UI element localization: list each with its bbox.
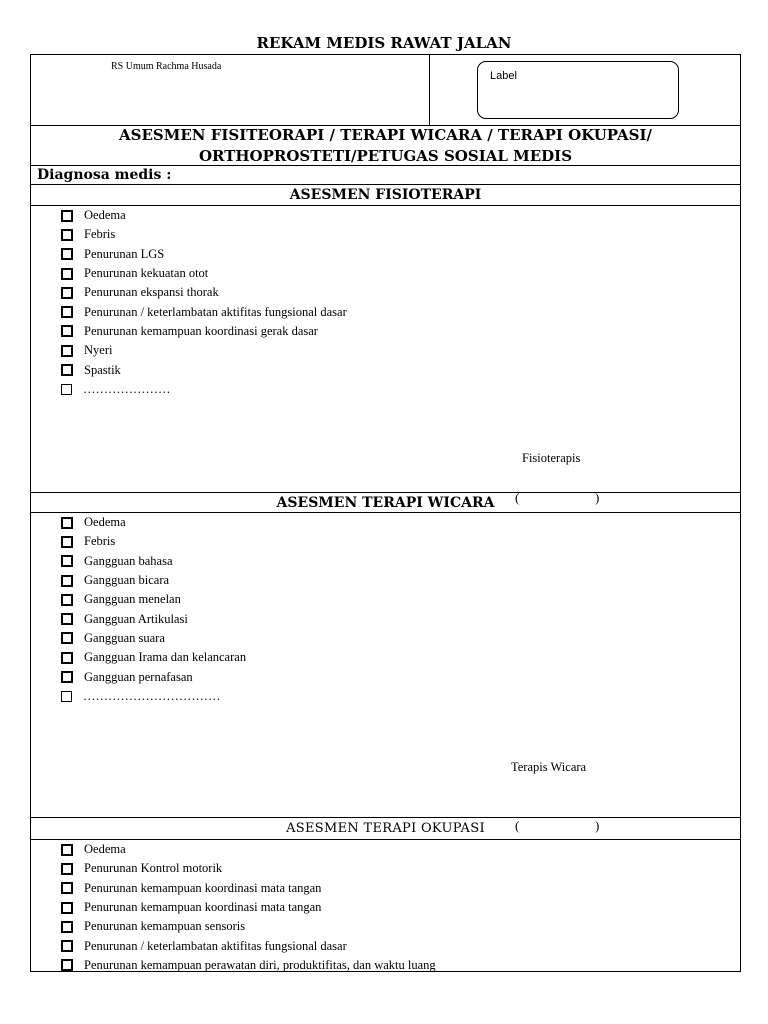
- signature-paren-open: (: [515, 818, 520, 833]
- checkbox[interactable]: [61, 287, 73, 299]
- checklist-item[interactable]: [61, 380, 347, 399]
- checklist-item-label: Penurunan kekuatan otot: [84, 266, 209, 281]
- checklist-item[interactable]: [61, 687, 246, 706]
- checklist-item[interactable]: [61, 225, 347, 244]
- checklist-item[interactable]: [61, 936, 436, 955]
- checklist-item-label: Penurunan ekspansi thorak: [84, 285, 219, 300]
- checklist-item[interactable]: [61, 322, 347, 341]
- checklist-item[interactable]: [61, 341, 347, 360]
- checkbox[interactable]: [61, 536, 73, 548]
- checkbox[interactable]: [61, 384, 72, 395]
- checkbox[interactable]: [61, 229, 73, 241]
- checklist-item[interactable]: [61, 552, 246, 571]
- header-divider: [429, 55, 430, 125]
- checklist-item[interactable]: [61, 879, 436, 898]
- hospital-name: RS Umum Rachma Husada: [111, 61, 222, 72]
- checklist-item-label: Gangguan Irama dan kelancaran: [84, 650, 247, 665]
- checklist-item-label: Penurunan kemampuan perawatan diri, produktifitas, dan waktu luang: [84, 957, 436, 972]
- checklist-item[interactable]: [61, 609, 246, 628]
- checklist-item[interactable]: [61, 917, 436, 936]
- signature-paren-open: (: [515, 490, 520, 505]
- section-fisioterapi-title: ASESMEN FISIOTERAPI: [31, 185, 740, 206]
- signature-paren-close: ): [595, 818, 600, 833]
- checkbox[interactable]: [61, 517, 73, 529]
- diagnosa-medis-label: Diagnosa medis :: [37, 167, 172, 183]
- checkbox[interactable]: [61, 921, 73, 933]
- checklist-item-label: Penurunan / keterlambatan aktifitas fungsional dasar: [84, 304, 347, 319]
- checklist-item[interactable]: [61, 667, 246, 686]
- checklist-item[interactable]: [61, 206, 347, 225]
- checkbox[interactable]: [61, 691, 72, 702]
- checkbox[interactable]: [61, 306, 73, 318]
- main-title-line1: ASESMEN FISITEORAPI / TERAPI WICARA / TERAPI OKUPASI/: [119, 126, 652, 144]
- checkbox[interactable]: [61, 325, 73, 337]
- document-title: REKAM MEDIS RAWAT JALAN: [256, 34, 512, 52]
- fisioterapi-checklist: [61, 206, 347, 399]
- medical-record-form: [30, 54, 741, 972]
- checklist-item[interactable]: [61, 302, 347, 321]
- checklist-item[interactable]: [61, 956, 436, 975]
- checklist-item-label: Gangguan suara: [84, 630, 165, 645]
- checklist-item[interactable]: [61, 898, 436, 917]
- checklist-item[interactable]: [61, 648, 246, 667]
- checklist-item-label: Penurunan kemampuan koordinasi mata tangan: [84, 880, 322, 895]
- checklist-item-label: Penurunan kemampuan sensoris: [84, 919, 246, 934]
- checklist-item-label: Penurunan kemampuan koordinasi mata tangan: [84, 900, 322, 915]
- checklist-item-label: Penurunan / keterlambatan aktifitas fungsional dasar: [84, 938, 347, 953]
- checkbox[interactable]: [61, 575, 73, 587]
- checklist-item[interactable]: [61, 283, 347, 302]
- terapis-wicara-signer-label: Terapis Wicara: [511, 760, 587, 774]
- checkbox[interactable]: [61, 364, 73, 376]
- checkbox[interactable]: [61, 863, 73, 875]
- checklist-item-label: Penurunan kemampuan koordinasi gerak dasar: [84, 323, 318, 338]
- checkbox[interactable]: [61, 844, 73, 856]
- checklist-item-label: Gangguan pernafasan: [84, 669, 193, 684]
- checklist-item[interactable]: [61, 513, 246, 532]
- checkbox[interactable]: [61, 555, 73, 567]
- checklist-item-label: Penurunan LGS: [84, 246, 165, 261]
- fisioterapis-signer-label: Fisioterapis: [522, 451, 581, 465]
- patient-label-box: [477, 61, 679, 119]
- checkbox[interactable]: [61, 594, 73, 606]
- checklist-item-label: Oedema: [84, 515, 126, 530]
- header-row: [31, 55, 740, 126]
- checkbox[interactable]: [61, 959, 73, 971]
- checklist-item-label: Gangguan bicara: [84, 573, 170, 588]
- checkbox[interactable]: [61, 613, 73, 625]
- checklist-item[interactable]: [61, 532, 246, 551]
- checklist-item[interactable]: [61, 264, 347, 283]
- diagnosa-medis-row: [31, 165, 740, 185]
- checklist-item-label: Spastik: [84, 362, 121, 377]
- checklist-item[interactable]: [61, 859, 436, 878]
- checklist-item-label: Febris: [84, 534, 116, 549]
- checkbox[interactable]: [61, 940, 73, 952]
- checklist-item-label: Nyeri: [84, 343, 113, 358]
- checklist-item[interactable]: [61, 571, 246, 590]
- checklist-item-label: Oedema: [84, 208, 126, 223]
- section-terapi-okupasi: [31, 840, 740, 972]
- checkbox[interactable]: [61, 652, 73, 664]
- main-title-line2: ORTHOPROSTETI/PETUGAS SOSIAL MEDIS: [198, 147, 573, 165]
- checklist-item-label: ……………………………: [83, 688, 221, 703]
- checkbox[interactable]: [61, 268, 73, 280]
- section-terapi-okupasi-title: ASESMEN TERAPI OKUPASI: [31, 818, 740, 840]
- checklist-item[interactable]: [61, 245, 347, 264]
- section-terapi-wicara-title: ASESMEN TERAPI WICARA: [31, 493, 740, 513]
- checklist-item-label: …………………: [83, 381, 171, 396]
- checklist-item-label: Febris: [84, 227, 116, 242]
- checkbox[interactable]: [61, 671, 73, 683]
- terapi-wicara-checklist: [61, 513, 246, 706]
- assessment-main-title: [31, 125, 740, 166]
- checkbox[interactable]: [61, 210, 73, 222]
- checklist-item-label: Oedema: [84, 842, 126, 857]
- checklist-item-label: Penurunan Kontrol motorik: [84, 861, 223, 876]
- checkbox[interactable]: [61, 345, 73, 357]
- checklist-item[interactable]: [61, 629, 246, 648]
- label-box-text: Label: [490, 70, 517, 82]
- signature-paren-close: ): [595, 490, 600, 505]
- checklist-item-label: Gangguan menelan: [84, 592, 181, 607]
- checklist-item[interactable]: [61, 590, 246, 609]
- checkbox[interactable]: [61, 632, 73, 644]
- checklist-item[interactable]: [61, 840, 436, 859]
- terapi-okupasi-checklist: [61, 840, 436, 975]
- checklist-item-label: Gangguan bahasa: [84, 553, 173, 568]
- checkbox[interactable]: [61, 902, 73, 914]
- checkbox[interactable]: [61, 248, 73, 260]
- checklist-item[interactable]: [61, 360, 347, 379]
- checkbox[interactable]: [61, 882, 73, 894]
- checklist-item-label: Gangguan Artikulasi: [84, 611, 188, 626]
